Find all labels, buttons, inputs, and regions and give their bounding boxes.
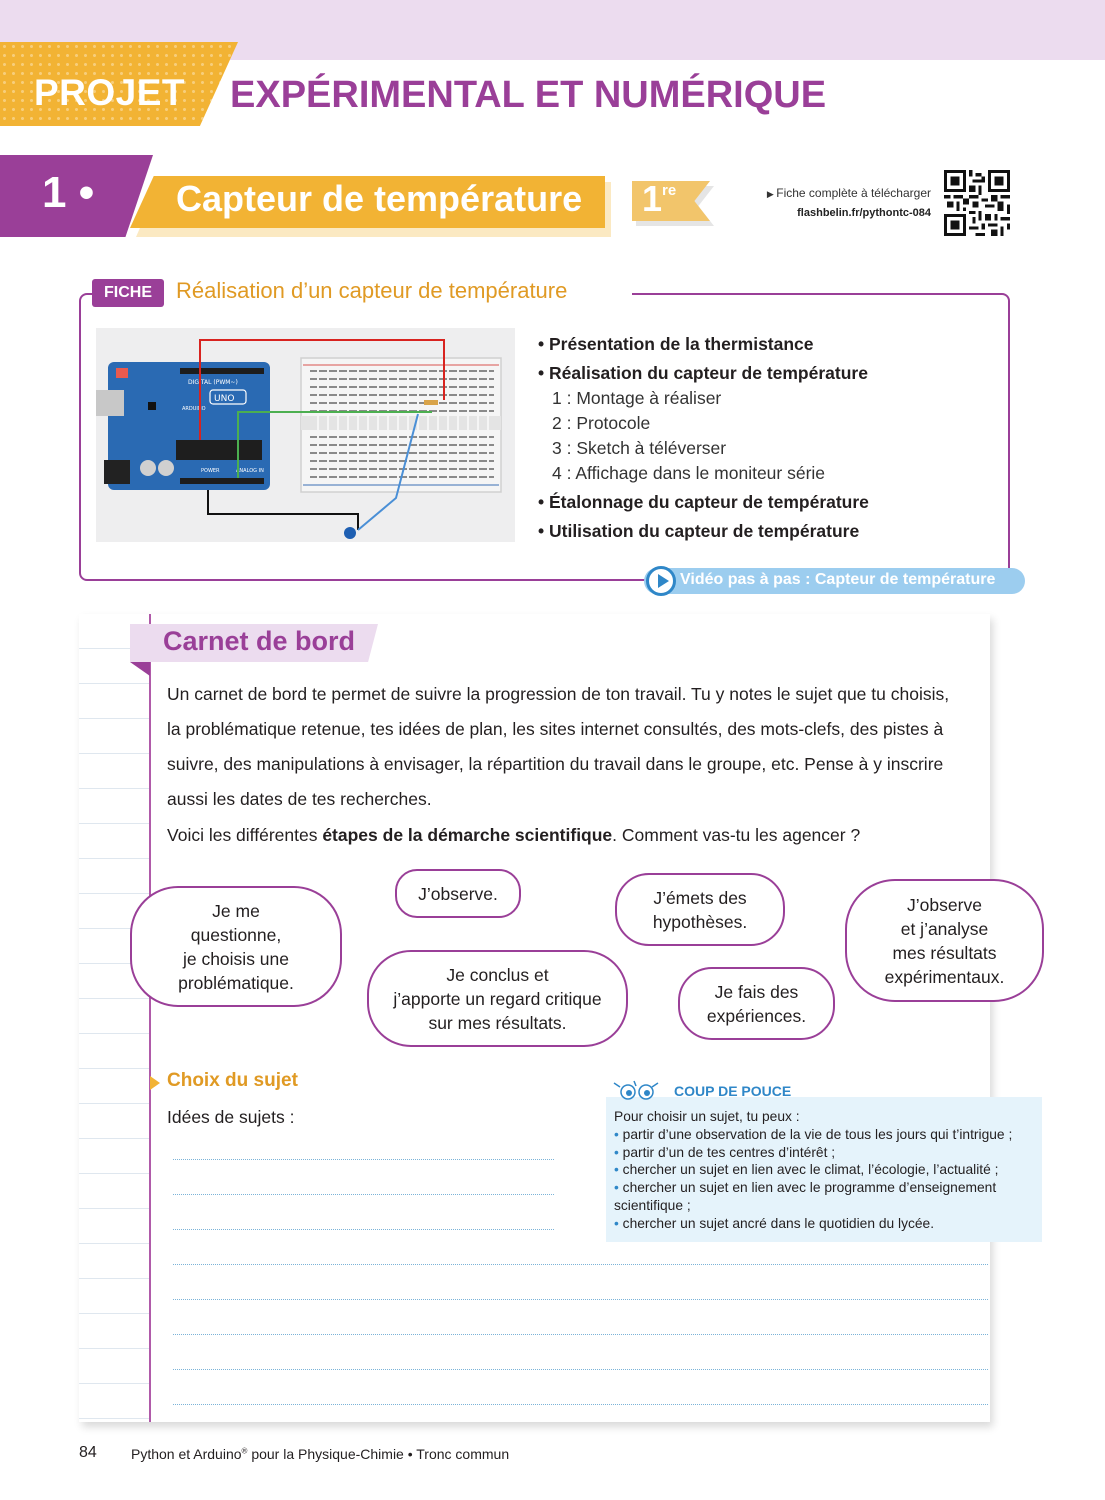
writing-line[interactable] bbox=[173, 1264, 988, 1265]
arduino-circuit-illustration bbox=[96, 328, 515, 542]
carnet-question: Voici les différentes étapes de la démarche scientifique. Comment vas-tu les agencer ? bbox=[167, 825, 861, 845]
board-label-power: POWER bbox=[201, 468, 220, 474]
download-url[interactable]: flashbelin.fr/pythontc-084 bbox=[797, 207, 931, 219]
coup-item: • partir d’un de tes centres d’intérêt ; bbox=[614, 1144, 836, 1160]
fiche-tag: FICHE bbox=[92, 279, 164, 307]
level-label: 1re bbox=[642, 178, 677, 219]
board-label-arduino: ARDUINO bbox=[182, 406, 206, 412]
carnet-paragraph-line: la problématique retenue, tes idées de plan, les sites internet consultés, des mots-clefs, des pistes à bbox=[167, 719, 944, 739]
coup-intro: Pour choisir un sujet, tu peux : bbox=[614, 1109, 800, 1124]
fiche-item: • Utilisation du capteur de température bbox=[538, 521, 860, 541]
fiche-item: • Présentation de la thermistance bbox=[538, 334, 814, 354]
fiche-subitem: 3 : Sketch à téléverser bbox=[552, 438, 727, 458]
writing-line[interactable] bbox=[173, 1229, 554, 1230]
fiche-item: • Étalonnage du capteur de température bbox=[538, 492, 869, 512]
choix-title: Choix du sujet bbox=[167, 1070, 298, 1091]
notebook-margin-line bbox=[149, 614, 151, 1422]
writing-line[interactable] bbox=[173, 1369, 988, 1370]
board-label-uno: UNO bbox=[214, 394, 235, 404]
coup-de-pouce-title: COUP DE POUCE bbox=[674, 1083, 792, 1099]
writing-line[interactable] bbox=[173, 1299, 988, 1300]
coup-item: • chercher un sujet en lien avec le programme d’enseignement scientifique ; bbox=[614, 1180, 997, 1213]
fiche-contents-list bbox=[538, 328, 998, 544]
bubble-analyse: J’observe et j’analyse mes résultats expérimentaux. bbox=[845, 879, 1044, 1002]
projet-label: PROJET bbox=[34, 72, 186, 113]
fiche-item: • Réalisation du capteur de température bbox=[538, 363, 868, 383]
carnet-paragraph-line: aussi les dates de tes recherches. bbox=[167, 789, 432, 809]
board-label-digital: DIGITAL (PWM~) bbox=[188, 379, 238, 386]
eyes-icon bbox=[612, 1079, 664, 1101]
carnet-question-bold: étapes de la démarche scientifique bbox=[322, 825, 613, 845]
bubble-hypotheses: J’émets des hypothèses. bbox=[615, 873, 785, 946]
qr-code-icon[interactable] bbox=[944, 170, 1010, 236]
board-label-analog: ANALOG IN bbox=[236, 468, 264, 474]
carnet-title: Carnet de bord bbox=[163, 626, 356, 656]
video-link[interactable]: Vidéo pas à pas : Capteur de température bbox=[680, 571, 996, 588]
writing-line[interactable] bbox=[173, 1404, 988, 1405]
bubble-questionne: Je me questionne, je choisis une problématique. bbox=[130, 886, 342, 1007]
section-number: 1 • bbox=[42, 168, 95, 217]
carnet-paragraph-line: suivre, des manipulations à envisager, la répartition du travail dans le groupe, etc. Pense à y inscrire bbox=[167, 754, 944, 774]
fiche-subitem: 2 : Protocole bbox=[552, 413, 651, 433]
choix-arrow-icon bbox=[150, 1076, 160, 1090]
coup-de-pouce-text bbox=[614, 1108, 1039, 1233]
section-title: Capteur de température bbox=[176, 178, 583, 219]
play-arrow-icon: ▶ bbox=[766, 189, 777, 199]
level-sup: re bbox=[662, 182, 677, 199]
writing-line[interactable] bbox=[173, 1334, 988, 1335]
bubble-observe: J’observe. bbox=[395, 869, 521, 918]
idees-label: Idées de sujets : bbox=[167, 1107, 295, 1127]
coup-item: • chercher un sujet en lien avec le climat, l’écologie, l’actualité ; bbox=[614, 1162, 999, 1178]
bubble-conclus: Je conclus et j’apporte un regard critique sur mes résultats. bbox=[367, 950, 628, 1047]
footer-text: Python et Arduino® pour la Physique-Chimie • Tronc commun bbox=[131, 1446, 510, 1462]
coup-item: • chercher un sujet ancré dans le quotidien du lycée. bbox=[614, 1215, 935, 1231]
fiche-subitem: 1 : Montage à réaliser bbox=[552, 388, 722, 408]
download-label[interactable]: ▶ Fiche complète à télécharger bbox=[766, 186, 931, 200]
fiche-title: Réalisation d’un capteur de température bbox=[176, 278, 568, 303]
coup-item: • partir d’une observation de la vie de tous les jours qui t’intrigue ; bbox=[614, 1126, 1013, 1142]
play-icon[interactable] bbox=[646, 566, 676, 596]
page-number: 84 bbox=[79, 1444, 97, 1461]
bubble-experiences: Je fais des expériences. bbox=[678, 967, 835, 1040]
writing-line[interactable] bbox=[173, 1194, 554, 1195]
writing-line[interactable] bbox=[173, 1159, 554, 1160]
carnet-paragraph-line: Un carnet de bord te permet de suivre la progression de ton travail. Tu y notes le sujet que tu choisis, bbox=[167, 684, 950, 704]
fiche-subitem: 4 : Affichage dans le moniteur série bbox=[552, 463, 826, 483]
page-title: EXPÉRIMENTAL ET NUMÉRIQUE bbox=[230, 74, 827, 116]
